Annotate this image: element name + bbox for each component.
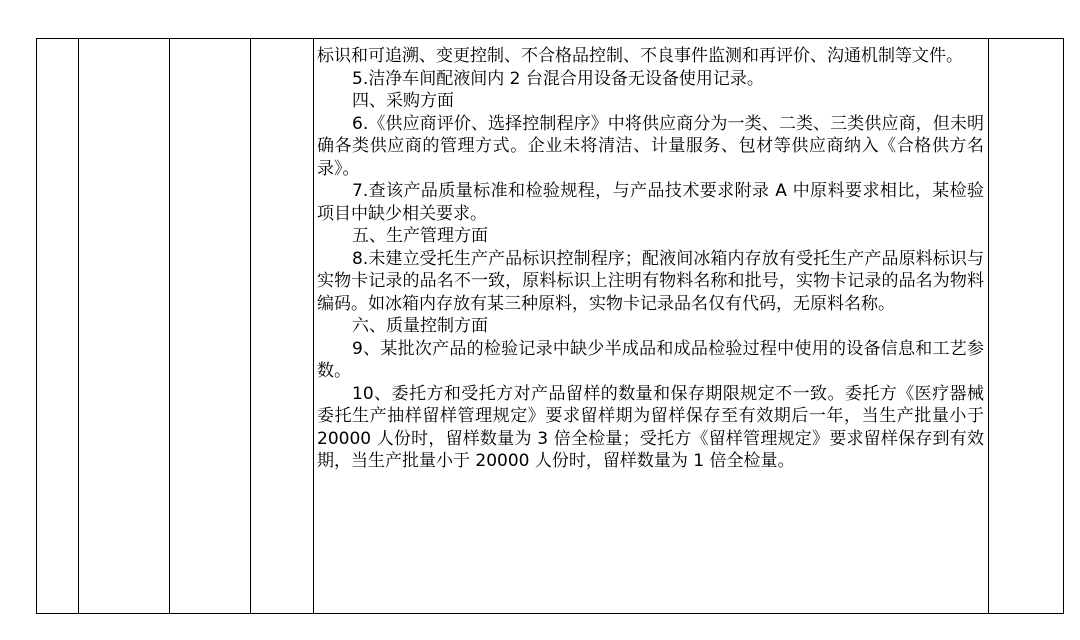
section-heading-production: 五、生产管理方面 xyxy=(352,226,488,246)
paragraph-6: 8.未建立受托生产产品标识控制程序；配液间冰箱内存放有受托生产产品原料标识与实物卡记录的品名不一致，原料标识上注明有物料名称和批号，实物卡记录的品名为物料编码。如冰箱内存放有某三种原料，实物卡记录品名仅有代码，无原料名称。 xyxy=(317,248,984,314)
section-heading-procurement: 四、采购方面 xyxy=(352,91,454,111)
section-heading-quality-control: 六、质量控制方面 xyxy=(352,316,488,336)
findings-cell xyxy=(314,39,989,614)
document-table xyxy=(36,38,1064,614)
table-cell-2 xyxy=(79,39,170,614)
table-cell-3 xyxy=(170,39,251,614)
paragraph-8: 9、某批次产品的检验记录中缺少半成品和成品检验过程中使用的设备信息和工艺参数。 xyxy=(317,338,984,381)
table-cell-4 xyxy=(251,39,314,614)
table-row xyxy=(37,39,1064,614)
paragraph-1: 5.洁净车间配液间内 2 台混合用设备无设备使用记录。 xyxy=(352,68,764,89)
paragraph-4: 7.查该产品质量标准和检验规程，与产品技术要求附录 A 中原料要求相比，某检验项目中缺少相关要求。 xyxy=(317,181,984,224)
findings-text xyxy=(314,39,988,473)
paragraph-3: 6.《供应商评价、选择控制程序》中将供应商分为一类、二类、三类供应商，但未明确各类供应商的管理方式。企业未将清洁、计量服务、包材等供应商纳入《合格供方名录》。 xyxy=(317,113,984,179)
paragraph-0: 标识和可追溯、变更控制、不合格品控制、不良事件监测和再评价、沟通机制等文件。 xyxy=(317,46,963,66)
table-cell-1 xyxy=(37,39,79,614)
paragraph-9: 10、委托方和受托方对产品留样的数量和保存期限规定不一致。委托方《医疗器械委托生产抽样留样管理规定》要求留样期为留样保存至有效期后一年，当生产批量小于 20000 人份时，留样数量为 3 倍全检量；受托方《留样管理规定》要求留样保存到有效期，当生产批量小于 20000 人份时，留样数量为 1 倍全检量。 xyxy=(317,383,984,471)
table-cell-6 xyxy=(989,39,1064,614)
